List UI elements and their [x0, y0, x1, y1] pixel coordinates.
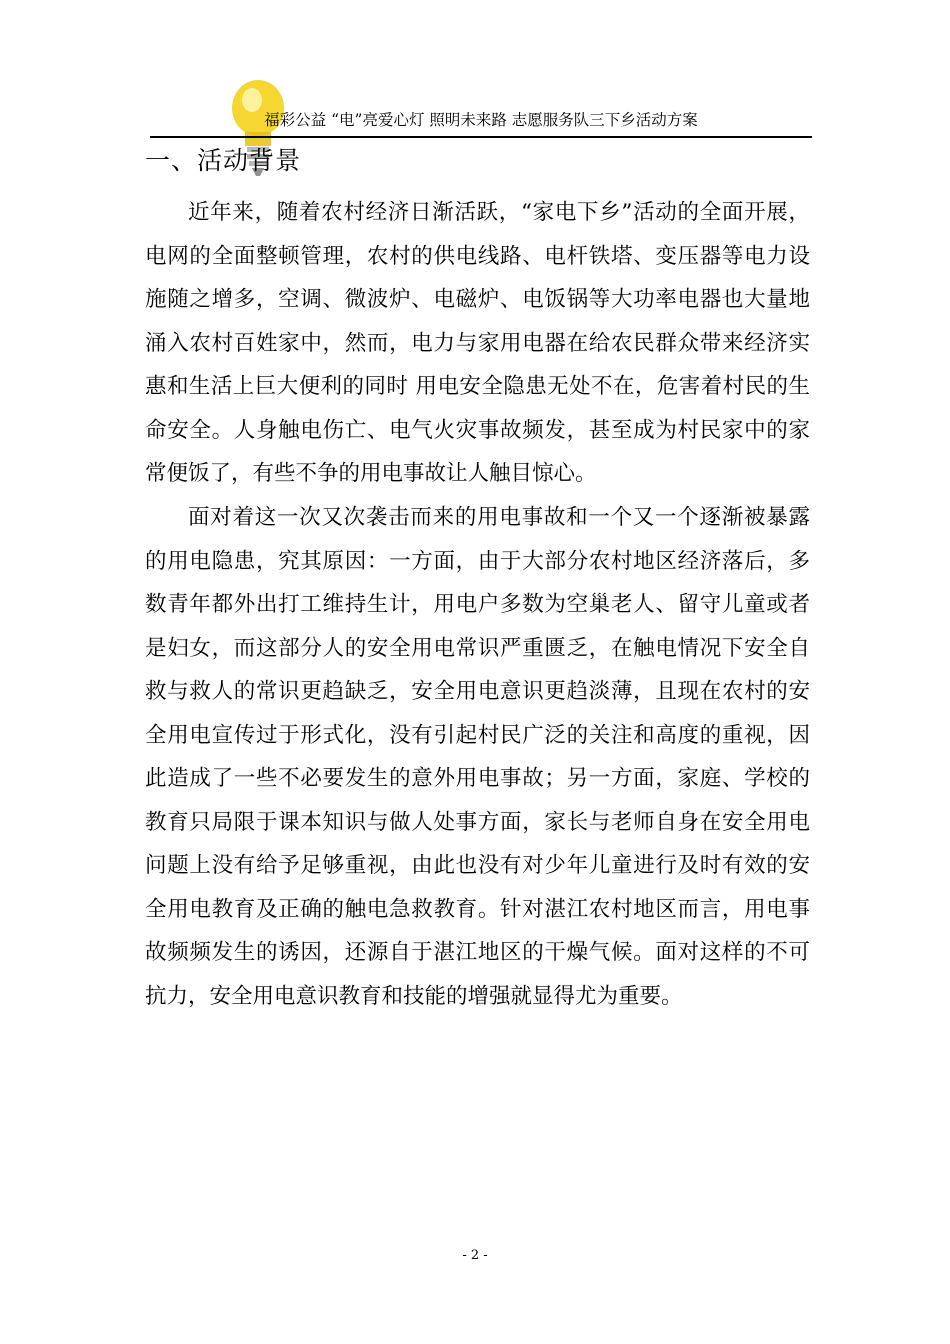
page-header-title: 福彩公益 “电”亮爱心灯 照明未来路 志愿服务队三下乡活动方案 — [264, 111, 698, 129]
section-title: 一、活动背景 — [145, 146, 302, 175]
paragraph: 近年来，随着农村经济日渐活跃，“家电下乡”活动的全面开展，电网的全面整顿管理，农村的供电线路、电杆铁塔、变压器等电力设施随之增多，空调、微波炉、电磁炉、电饭锅等大功率电器也大量地涌入农村百姓家中，然而，电力与家用电器在给农民群众带来经济实惠和生活上巨大便利的同时 用电安全隐患无处不在，危害着村民的生命安全。人身触电伤亡、电气火灾事故频发，甚至成为村民家中的家常便饭了，有些不争的用电事故让人触目惊心。 — [145, 200, 810, 486]
paragraph: 面对着这一次又次袭击而来的用电事故和一个又一个逐渐被暴露的用电隐患，究其原因：一方面，由于大部分农村地区经济落后，多数青年都外出打工维持生计，用电户多数为空巢老人、留守儿童或者是妇女，而这部分人的安全用电常识严重匮乏，在触电情况下安全自救与救人的常识更趋缺乏，安全用电意识更趋淡薄，且现在农村的安全用电宣传过于形式化，没有引起村民广泛的关注和高度的重视，因此造成了一些不必要发生的意外用电事故；另一方面，家庭、学校的教育只局限于课本知识与做人处事方面，家长与老师自身在安全用电问题上没有给予足够重视，由此也没有对少年儿童进行及时有效的安全用电教育及正确的触电急救教育。针对湛江农村地区而言，用电事故频频发生的诱因，还源自于湛江地区的干燥气候。面对这样的不可抗力，安全用电意识教育和技能的增强就显得尤为重要。 — [145, 505, 810, 1009]
page-number: - 2 - — [462, 1248, 488, 1263]
body-text — [145, 191, 810, 1019]
header-divider — [150, 136, 812, 138]
